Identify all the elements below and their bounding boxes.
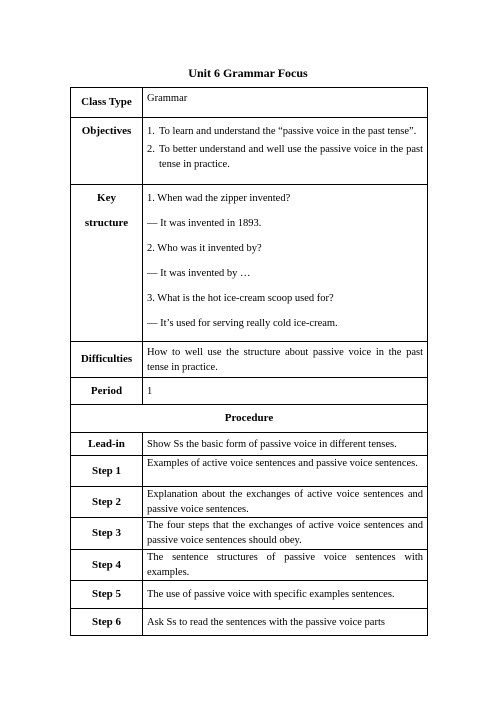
procedure-heading: Procedure xyxy=(71,405,428,433)
objective-item xyxy=(147,124,423,139)
step-label: Lead-in xyxy=(71,433,143,456)
step-label: Step 3 xyxy=(71,518,143,550)
step-text: The use of passive voice with specific examples sentences. xyxy=(143,581,428,609)
objectives-list xyxy=(143,118,428,185)
procedure-step-row xyxy=(71,518,428,550)
step-text: Examples of active voice sentences and passive voice sentences. xyxy=(143,456,428,487)
step-text: The four steps that the exchanges of active voice sentences and passive voice sentences should obey. xyxy=(143,518,428,550)
step-text: The sentence structures of passive voice sentences with examples. xyxy=(143,550,428,581)
page-title: Unit 6 Grammar Focus xyxy=(188,66,308,80)
step-label: Step 1 xyxy=(71,456,143,487)
step-label: Step 4 xyxy=(71,550,143,581)
objectives-label: Objectives xyxy=(71,118,143,185)
period-label: Period xyxy=(71,378,143,405)
procedure-step-row xyxy=(71,487,428,518)
objective-number: 1. xyxy=(147,126,155,137)
objective-number: 2. xyxy=(147,144,155,155)
lesson-plan-table xyxy=(70,87,428,636)
key-structure-row xyxy=(71,185,428,342)
key-structure-line: 1. When wad the zipper invented? xyxy=(147,193,291,204)
key-structure-label xyxy=(71,185,143,342)
procedure-step-row xyxy=(71,550,428,581)
procedure-step-row xyxy=(71,581,428,609)
step-label: Step 6 xyxy=(71,609,143,636)
step-text: Ask Ss to read the sentences with the passive voice parts xyxy=(143,609,428,636)
key-structure-line: 3. What is the hot ice-cream scoop used for? xyxy=(147,293,334,304)
procedure-heading-row xyxy=(71,405,428,433)
step-text: Explanation about the exchanges of active voice sentences and passive voice sentences. xyxy=(143,487,428,518)
step-label: Step 2 xyxy=(71,487,143,518)
difficulties-label: Difficulties xyxy=(71,342,143,378)
period-row xyxy=(71,378,428,405)
key-structure-line: 2. Who was it invented by? xyxy=(147,243,262,254)
objective-item xyxy=(147,142,423,172)
objective-text: To learn and understand the “passive voice in the past tense”. xyxy=(159,126,417,137)
step-text: Show Ss the basic form of passive voice in different tenses. xyxy=(143,433,428,456)
key-structure-lines xyxy=(143,185,428,342)
objective-text: To better understand and well use the passive voice in the past tense in practice. xyxy=(159,144,423,170)
difficulties-row xyxy=(71,342,428,378)
objectives-row xyxy=(71,118,428,185)
procedure-step-row xyxy=(71,456,428,487)
period-value: 1 xyxy=(143,378,428,405)
difficulties-value: How to well use the structure about passive voice in the past tense in practice. xyxy=(143,342,428,378)
key-structure-label-line2: structure xyxy=(84,217,129,229)
step-label: Step 5 xyxy=(71,581,143,609)
procedure-step-row xyxy=(71,609,428,636)
class-type-label: Class Type xyxy=(71,88,143,118)
key-structure-line: — It was invented by … xyxy=(147,268,251,279)
class-type-value: Grammar xyxy=(143,88,428,118)
procedure-step-row xyxy=(71,433,428,456)
class-type-row xyxy=(71,88,428,118)
key-structure-label-line1: Key xyxy=(97,192,116,204)
key-structure-line: — It’s used for serving really cold ice-cream. xyxy=(147,318,338,329)
key-structure-line: — It was invented in 1893. xyxy=(147,218,262,229)
